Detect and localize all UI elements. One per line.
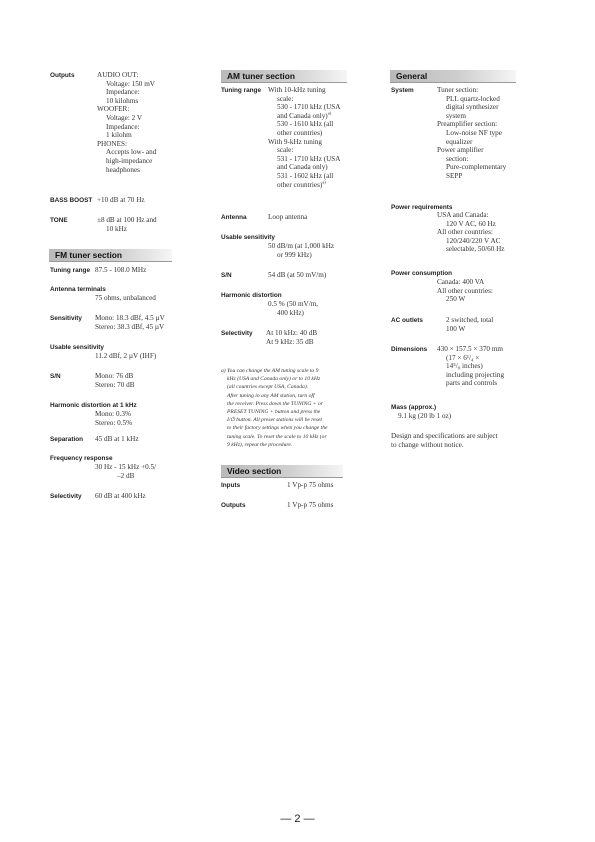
spec-line: Power amplifier bbox=[437, 146, 484, 155]
footnote-line: tuning scale. To reset the scale to 10 kHz (or bbox=[227, 433, 327, 440]
am-harmonic-distortion-label: Harmonic distortion bbox=[221, 292, 282, 299]
ac-outlets-label: AC outlets bbox=[391, 317, 423, 324]
spec-line: section: bbox=[446, 154, 469, 163]
fm-harmonic-distortion-label: Harmonic distortion at 1 kHz bbox=[50, 402, 137, 409]
spec-line: 2 switched, total bbox=[446, 316, 494, 324]
footnote-line: the receiver. Press down the TUNING + or bbox=[227, 400, 323, 407]
outputs-label: Outputs bbox=[50, 72, 75, 79]
video-section-header: Video section bbox=[221, 465, 343, 478]
footnote-mark: a) bbox=[327, 110, 332, 116]
spec-line: headphones bbox=[106, 165, 140, 174]
spec-line: WOOFER: bbox=[97, 105, 130, 114]
separation-label: Separation bbox=[50, 436, 84, 443]
spec-line: All other countries: bbox=[437, 286, 493, 295]
fm-sn-value bbox=[95, 372, 135, 389]
power-consumption-label: Power consumption bbox=[391, 270, 453, 277]
am-sn-label: S/N bbox=[221, 272, 232, 279]
ac-outlets-value bbox=[446, 316, 493, 333]
design-specifications-notice bbox=[391, 432, 498, 450]
spec-line: With 10-kHz tuning bbox=[268, 86, 326, 94]
spec-line: 120/240/220 V AC bbox=[446, 236, 501, 245]
spec-line: scale: bbox=[277, 94, 294, 103]
spec-line: Accepts low- and bbox=[106, 148, 157, 157]
spec-line: Voltage: 2 V bbox=[106, 113, 143, 122]
spec-line: 0.5 % (50 mV/m, bbox=[268, 300, 319, 308]
am-antenna-label: Antenna bbox=[221, 214, 247, 221]
spec-line: scale: bbox=[277, 146, 294, 155]
footnote-mark: a) bbox=[322, 179, 326, 185]
spec-line: 400 kHz) bbox=[277, 308, 304, 317]
spec-line: Low-noise NF type bbox=[446, 128, 502, 137]
spec-line: AUDIO OUT: bbox=[97, 71, 139, 79]
spec-line: 100 W bbox=[446, 324, 466, 333]
fm-sensitivity-label: Sensitivity bbox=[50, 315, 82, 322]
footnote-line: kHz (USA and Canada only) or to 10 kHz bbox=[227, 376, 321, 383]
antenna-terminals-label: Antenna terminals bbox=[50, 286, 106, 293]
dimensions-value bbox=[437, 345, 504, 388]
spec-line: –2 dB bbox=[117, 471, 135, 480]
mass-label: Mass (approx.) bbox=[391, 404, 437, 411]
spec-line: or 999 kHz) bbox=[277, 250, 312, 259]
video-outputs-label: Outputs bbox=[221, 502, 246, 509]
spec-line: Voltage: 150 mV bbox=[106, 79, 155, 88]
system-label: System bbox=[391, 87, 414, 94]
spec-line: selectable, 50/60 Hz bbox=[446, 245, 505, 254]
antenna-terminals-value: 75 ohms, unbalanced bbox=[95, 294, 156, 302]
notice-line: to change without notice. bbox=[391, 441, 464, 449]
spec-line: All other countries: bbox=[437, 228, 493, 237]
spec-line: 1 kilohm bbox=[106, 131, 132, 140]
spec-line: 530 - 1610 kHz (all bbox=[277, 120, 334, 129]
spec-line: PHONES: bbox=[97, 139, 127, 148]
spec-line: SEPP bbox=[446, 171, 463, 180]
am-tuning-range-label: Tuning range bbox=[221, 87, 261, 94]
fm-selectivity-label: Selectivity bbox=[50, 493, 82, 500]
spec-line: 430 × 157.5 × 370 mm bbox=[437, 345, 504, 353]
footnote-line: After tuning in any AM station, turn off bbox=[227, 392, 315, 399]
tone-value bbox=[97, 216, 157, 233]
spec-line: 14⁵/₈ inches) bbox=[446, 362, 483, 371]
spec-line: 530 - 1710 kHz (USA bbox=[277, 103, 341, 112]
video-inputs-label: Inputs bbox=[221, 482, 241, 489]
frequency-response-value bbox=[95, 463, 156, 480]
fm-tuning-range-value: 87.5 - 108.0 MHz bbox=[95, 266, 147, 274]
footnote-line: I/⏻ button. All preset stations will be reset bbox=[227, 417, 322, 424]
spec-line: 531 - 1710 kHz (USA bbox=[277, 154, 341, 163]
spec-line: PLL quartz-locked bbox=[446, 94, 500, 103]
spec-line: Stereo: 70 dB bbox=[95, 380, 135, 389]
power-requirements-value bbox=[437, 211, 504, 254]
spec-line: Impedance: bbox=[106, 122, 140, 131]
spec-line: Mono: 76 dB bbox=[95, 372, 134, 380]
footnote-line: to their factory settings when you change the bbox=[227, 425, 328, 432]
spec-line: At 10 kHz: 40 dB bbox=[266, 329, 318, 337]
video-inputs-value: 1 Vp-p 75 ohms bbox=[287, 481, 334, 489]
power-consumption-value bbox=[437, 278, 493, 304]
spec-line: including projecting bbox=[446, 370, 505, 379]
spec-line: Canada: 400 VA bbox=[437, 278, 485, 286]
spec-line: Mono: 18.3 dBf, 4.5 µV bbox=[95, 314, 165, 322]
power-requirements-label: Power requirements bbox=[391, 204, 453, 211]
spec-line: Stereo: 38.3 dBf, 45 µV bbox=[95, 322, 165, 331]
am-antenna-value: Loop antenna bbox=[268, 213, 308, 221]
spec-line: USA and Canada: bbox=[437, 211, 489, 219]
frequency-response-label: Frequency response bbox=[50, 455, 113, 462]
spec-line: equalizer bbox=[446, 137, 473, 146]
spec-line: 120 V AC, 60 Hz bbox=[446, 219, 496, 228]
spec-line: 10 kilohms bbox=[106, 96, 139, 105]
am-usable-sensitivity-value bbox=[268, 242, 334, 259]
video-outputs-value: 1 Vp-p 75 ohms bbox=[287, 501, 334, 509]
fm-tuning-range-label: Tuning range bbox=[50, 267, 90, 274]
spec-line: digital synthesizer bbox=[446, 103, 499, 112]
spec-line: ±8 dB at 100 Hz and bbox=[97, 216, 157, 224]
notice-line: Design and specifications are subject bbox=[391, 432, 498, 440]
spec-line: parts and controls bbox=[446, 379, 498, 388]
spec-line: Impedance: bbox=[106, 88, 140, 97]
general-section-header: General bbox=[390, 70, 516, 83]
page-number: — 2 — bbox=[280, 813, 315, 825]
system-value bbox=[437, 86, 506, 181]
am-harmonic-distortion-value bbox=[268, 300, 318, 317]
footnote-line: 9 kHz), repeat the procedure. bbox=[227, 441, 293, 448]
am-sn-value: 54 dB (at 50 mV/m) bbox=[268, 271, 327, 279]
dimensions-label: Dimensions bbox=[391, 346, 428, 353]
fm-tuner-section-header: FM tuner section bbox=[49, 249, 172, 262]
spec-line: system bbox=[446, 111, 466, 120]
outputs-value bbox=[97, 71, 156, 174]
spec-line: At 9 kHz: 35 dB bbox=[266, 337, 314, 346]
bass-boost-label: BASS BOOST bbox=[50, 197, 93, 204]
tone-label: TONE bbox=[50, 217, 68, 224]
spec-line: 250 W bbox=[446, 295, 466, 304]
footnote-line: PRESET TUNING + button and press the bbox=[227, 409, 321, 416]
spec-line: and Canada only) bbox=[277, 163, 328, 172]
spec-line: Tuner section: bbox=[437, 86, 479, 94]
spec-line: 10 kHz bbox=[106, 224, 127, 233]
bass-boost-value: +10 dB at 70 Hz bbox=[97, 196, 145, 204]
fm-usable-sensitivity-label: Usable sensitivity bbox=[50, 344, 104, 351]
am-tuning-scale-footnote bbox=[221, 367, 328, 449]
am-tuner-section-header: AM tuner section bbox=[221, 70, 347, 83]
footnote-line: (all countries except USA, Canada). bbox=[227, 384, 309, 391]
spec-line: Mono: 0.3% bbox=[95, 410, 131, 418]
spec-line: other countries) bbox=[277, 180, 323, 189]
spec-line: 531 - 1602 kHz (all bbox=[277, 171, 334, 180]
footnote-line: a) You can change the AM tuning scale to 9 bbox=[221, 368, 319, 374]
separation-value: 45 dB at 1 kHz bbox=[95, 435, 139, 443]
am-selectivity-label: Selectivity bbox=[221, 330, 253, 337]
fm-harmonic-distortion-value bbox=[95, 410, 132, 427]
spec-line: Pure-complementary bbox=[446, 163, 507, 172]
spec-line: 50 dB/m (at 1,000 kHz bbox=[268, 242, 335, 250]
spec-line: Stereo: 0.5% bbox=[95, 418, 133, 427]
spec-line: 30 Hz - 15 kHz +0.5/ bbox=[95, 463, 157, 471]
spec-line: Preamplifier section: bbox=[437, 120, 498, 129]
spec-line: other countries) bbox=[277, 128, 323, 137]
am-tuning-range-value bbox=[268, 86, 340, 189]
fm-usable-sensitivity-value: 11.2 dBf, 2 µV (IHF) bbox=[95, 352, 157, 360]
spec-line: and Canada only) bbox=[277, 111, 328, 120]
fm-sensitivity-value bbox=[95, 314, 165, 331]
am-selectivity-value bbox=[266, 329, 317, 346]
fm-selectivity-value: 60 dB at 400 kHz bbox=[95, 492, 146, 500]
spec-line: With 9-kHz tuning bbox=[268, 137, 323, 146]
spec-line: (17 × 6¹/₄ × bbox=[446, 353, 480, 362]
fm-sn-label: S/N bbox=[50, 373, 61, 380]
mass-value: 9.1 kg (20 lb 1 oz) bbox=[398, 412, 452, 420]
am-usable-sensitivity-label: Usable sensitivity bbox=[221, 234, 275, 241]
spec-line: high-impedance bbox=[106, 156, 153, 165]
